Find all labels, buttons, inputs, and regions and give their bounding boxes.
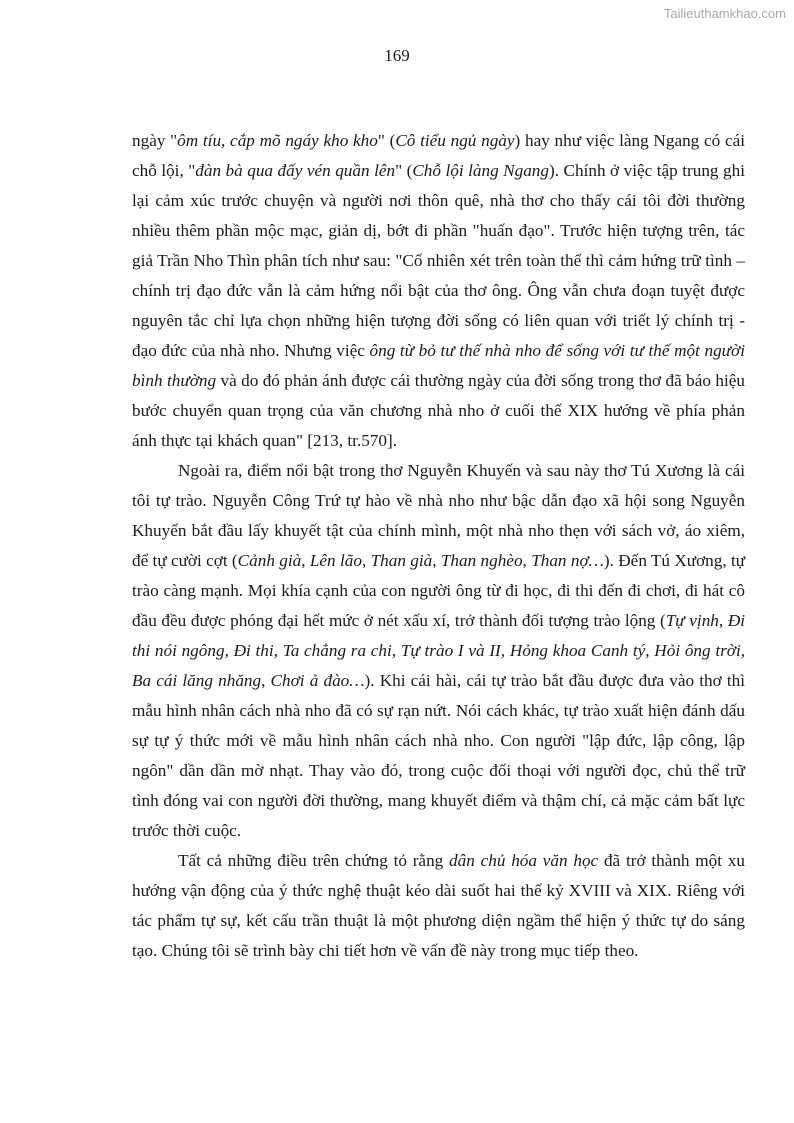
italic-text: Than già bbox=[370, 551, 433, 570]
text-run: ). Khi cái hài, cái tự trào bắt đầu được đưa vào thơ thì mẫu hình nhân cách nhà nho đã có sự rạn nứt. Nói cách khác, tự trào xuất hiện đánh dấu sự tự ý thức mới về mẫu hình nhân cách nhà nho. Con người "lập đức, lập công, lập ngôn" dần dần mờ nhạt. Thay vào đó, trong cuộc đối thoại với người đọc, chủ thể trữ tình đóng vai con người đời thường, mang khuyết điểm và thậm chí, cả mặc cảm bất lực trước thời cuộc. bbox=[132, 671, 746, 840]
paragraph bbox=[132, 846, 745, 966]
text-run: ). Chính ở việc tập trung ghi lại cảm xúc trước chuyện và người nơi thôn quê, nhà thơ cho thấy cái tôi đời thường nhiều thêm phần mộc mạc, giản dị, bớt đi phần "huấn đạo". Trước hiện tượng trên, tác giả Trần Nho Thìn phân tích như sau: "Cố nhiên xét trên toàn thể thì cảm hứng trữ tình – chính trị đạo đức vẫn là cảm hứng nổi bật của thơ ông. Ông vẫn chưa đoạn tuyệt được nguyên tắc chỉ lựa chọn những hiện tượng đời sống có liên quan với triết lý chính trị - đạo đức của nhà nho. Nhưng việc bbox=[132, 161, 745, 360]
text-run: " ( bbox=[395, 161, 413, 180]
text-run: , bbox=[301, 551, 310, 570]
italic-text: ông từ bỏ tư thế nhà nho để sống với tư thế một người bình thường bbox=[132, 341, 745, 390]
italic-text: Than nghèo bbox=[440, 551, 523, 570]
text-run: Tất cả những điều trên chứng tỏ rằng bbox=[178, 851, 450, 870]
text-run: , bbox=[522, 551, 532, 570]
body-text bbox=[132, 126, 745, 966]
text-run: ) hay như việc làng Ngang có cái chỗ lội, " bbox=[132, 131, 745, 180]
watermark: Tailieuthamkhao.com bbox=[663, 6, 786, 21]
text-run: , bbox=[432, 551, 441, 570]
text-run: và do đó phản ánh được cái thường ngày của đời sống trong thơ đã báo hiệu bước chuyển quan trọng của văn chương nhà nho ở cuối thế XIX hướng về phía phản ánh thực tại khách quan" [213, tr.570]. bbox=[132, 371, 745, 450]
italic-text: Cảnh già bbox=[237, 551, 302, 570]
italic-text: Tự trào I và II, Hỏng khoa Canh tý, Hỏi ông trời, Ba cái lăng nhăng, Chơi ả đào… bbox=[132, 641, 746, 690]
text-run: ngày " bbox=[132, 131, 178, 150]
italic-text: Tự vịnh bbox=[665, 611, 719, 630]
italic-text: ôm tíu, cắp mõ ngáy kho kho bbox=[177, 131, 378, 150]
italic-text: Cô tiểu ngủ ngày bbox=[395, 131, 515, 150]
text-run: , bbox=[224, 641, 234, 660]
text-run: " ( bbox=[377, 131, 396, 150]
text-run: , bbox=[718, 611, 728, 630]
page-number: 169 bbox=[384, 46, 410, 65]
italic-text: đàn bà qua đấy vén quần lên bbox=[195, 161, 396, 180]
italic-text: Than nợ… bbox=[531, 551, 604, 570]
italic-text: dân chủ hóa văn học bbox=[449, 851, 599, 870]
text-run: Ngoài ra, điểm nổi bật trong thơ Nguyễn Khuyến và sau này thơ Tú Xương là cái tôi tự trào. Nguyễn Công Trứ tự hào về nhà nho như bậc dẫn đạo xã hội song Nguyễn Khuyến bắt đầu lấy khuyết tật của chính mình, một nhà nho thẹn với sách vở, áo xiêm, để tự cười cợt ( bbox=[132, 461, 745, 570]
text-run: , bbox=[391, 641, 401, 660]
italic-text: Đi thi bbox=[233, 641, 274, 660]
italic-text: Ta chẳng ra chi bbox=[282, 641, 392, 660]
text-run: , bbox=[273, 641, 283, 660]
text-run: , bbox=[361, 551, 371, 570]
paragraph bbox=[132, 126, 745, 456]
italic-text: Đi thi nói ngông bbox=[132, 611, 746, 660]
paragraph bbox=[132, 456, 745, 846]
text-run: ). Đến Tú Xương, tự trào càng mạnh. Mọi khía cạnh của con người ông từ đi học, đi thi đến đi chơi, đi hát cô đầu đều được phóng đại hết mức ở nét xấu xí, trở thành đối tượng trào lộng ( bbox=[132, 551, 746, 630]
text-run: đã trở thành một xu hướng vận động của ý thức nghệ thuật kéo dài suốt hai thế kỷ XVIII và XIX. Riêng với tác phẩm tự sự, kết cấu trần thuật là một phương diện ngầm thể hiện ý thức tự do sáng tạo. Chúng tôi sẽ trình bày chi tiết hơn về vấn đề này trong mục tiếp theo. bbox=[132, 851, 746, 960]
italic-text: Chỗ lội làng Ngang bbox=[412, 161, 549, 180]
italic-text: Lên lão bbox=[309, 551, 362, 570]
